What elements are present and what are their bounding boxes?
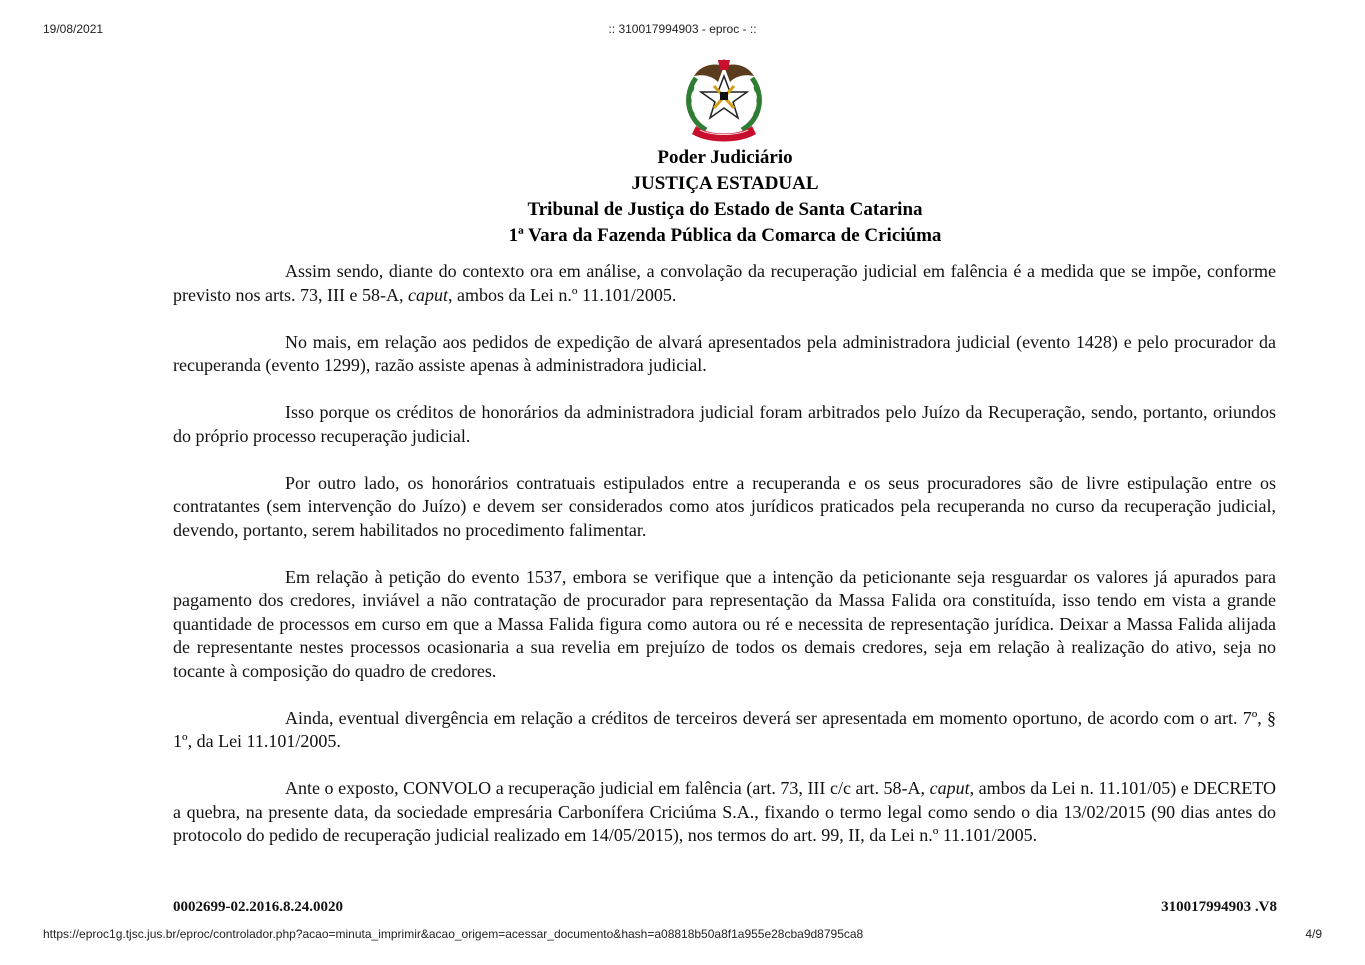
heading-vara: 1ª Vara da Fazenda Pública da Comarca de Criciúma: [508, 225, 942, 246]
paragraph-4: Por outro lado, os honorários contratuais estipulados entre a recuperanda e os seus procuradores são de livre estipulação entre os contratantes (sem intervenção do Juízo) e devem ser considerados como atos jurídicos praticados pela recuperanda no curso da recuperação judicial, devendo, portanto, serem habilitados no procedimento falimentar.: [173, 472, 1276, 540]
paragraph-1-text-a: Assim sendo, diante do contexto ora em análise, a convolação da recuperação judicial em falência é a medida que se impõe, conforme previsto nos arts. 73, III e 58-A,: [173, 261, 1276, 305]
heading-poder-judiciario: Poder Judiciário: [657, 147, 793, 168]
heading-tribunal: Tribunal de Justiça do Estado de Santa Catarina: [527, 199, 923, 220]
print-date: 19/08/2021: [43, 22, 104, 36]
paragraph-1-text-c: , ambos da Lei n.º 11.101/2005.: [447, 284, 677, 305]
document-footer: [173, 899, 1277, 919]
document-id: 310017994903 .V8: [1161, 899, 1277, 915]
heading-justica-estadual: JUSTIÇA ESTADUAL: [631, 173, 819, 194]
paragraph-5: Em relação à petição do evento 1537, embora se verifique que a intenção da peticionante seja resguardar os valores já apurados para pagamento dos credores, inviável a não contratação de procurador para representação da Massa Falida ora constituída, isso tendo em vista a grande quantidade de processos em curso em que a Massa Falida figura como autora ou ré e necessita de representação jurídica. Deixar a Massa Falida alijada de representante nestes processos ocasionaria a sua revelia em prejuízo de todos os demais credores, seja em relação à realização do ativo, seja no tocante à composição do quadro de credores.: [173, 566, 1276, 681]
paragraph-7-text-a: Ante o exposto, CONVOLO a recuperação judicial em falência (art. 73, III c/c art. 58-A,: [285, 778, 930, 798]
paragraph-1-italic-caput: caput: [407, 284, 448, 305]
page-number: 4/9: [1305, 927, 1322, 941]
print-title: :: 310017994903 - eproc - ::: [608, 22, 757, 36]
paragraph-7-text-c: , ambos da Lei n. 11.101/05) e DECRETO a quebra, na presente data, da sociedade empresária Carbonífera Criciúma S.A., fixando o termo legal como sendo o dia 13/02/2015 (90 dias antes do protocolo do pedido de recuperação judicial realizado em 14/05/2015), nos termos do art. 99, II, da Lei n.º 11.101/2005.: [173, 778, 1276, 845]
paragraph-7: [173, 777, 1276, 848]
process-number: 0002699-02.2016.8.24.0020: [173, 899, 343, 915]
print-header: [43, 22, 1322, 40]
paragraph-1: [173, 260, 1276, 307]
paragraph-2: No mais, em relação aos pedidos de expedição de alvará apresentados pela administradora judicial (evento 1428) e pelo procurador da recuperanda (evento 1299), razão assiste apenas à administradora judicial.: [173, 331, 1276, 375]
paragraph-6: Ainda, eventual divergência em relação a créditos de terceiros deverá ser apresentada em momento oportuno, de acordo com o art. 7º, § 1º, da Lei 11.101/2005.: [173, 707, 1276, 751]
paragraph-3: Isso porque os créditos de honorários da administradora judicial foram arbitrados pelo Juízo da Recuperação, sendo, portanto, oriundos do próprio processo recuperação judicial.: [173, 402, 1276, 446]
print-footer: [43, 927, 1322, 945]
page-url: https://eproc1g.tjsc.jus.br/eproc/controlador.php?acao=minuta_imprimir&acao_origem=acessar_documento&hash=a08818b50a8f1a955e28cba9d8795ca8: [43, 927, 864, 941]
coat-of-arms-emblem: [682, 56, 766, 142]
paragraph-7-italic-caput: caput: [929, 778, 970, 798]
document-heading: [0, 145, 1365, 249]
document-body: [173, 260, 1276, 848]
